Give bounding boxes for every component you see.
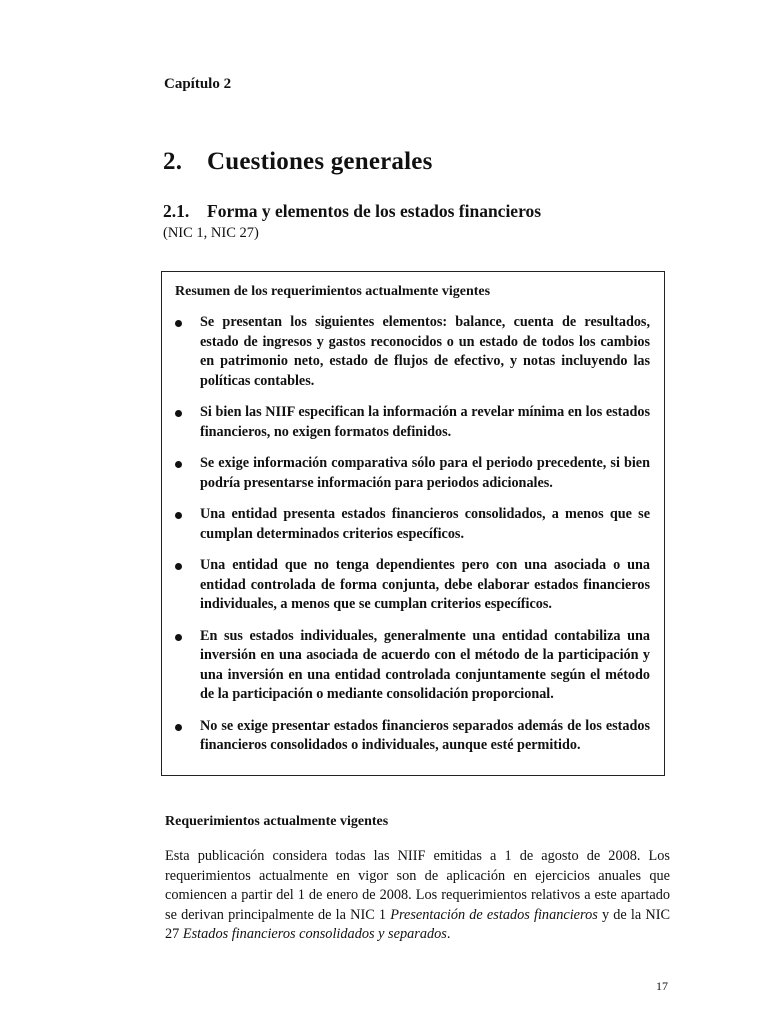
bullet-icon xyxy=(175,724,182,731)
summary-bullet-text: Si bien las NIIF especifican la información a revelar mínima en los estados financieros, no exigen formatos definidos. xyxy=(200,404,650,440)
summary-bullet xyxy=(175,454,650,493)
chapter-label: Capítulo 2 xyxy=(164,76,232,92)
bullet-icon xyxy=(175,512,182,519)
summary-bullet-text: Una entidad que no tenga dependientes pero con una asociada o una entidad controlada de forma conjunta, debe elaborar estados financieros individuales, a menos que se cumplan criterios específicos. xyxy=(200,557,650,612)
bullet-icon xyxy=(175,563,182,570)
summary-title: Resumen de los requerimientos actualmente vigentes xyxy=(175,284,491,299)
summary-bullet xyxy=(175,505,650,544)
summary-bullet-text: No se exige presentar estados financieros separados además de los estados financieros consolidados o individuales, aunque esté permitido. xyxy=(200,717,650,753)
summary-bullet xyxy=(175,313,650,391)
subsection-refs: (NIC 1, NIC 27) xyxy=(163,225,259,241)
summary-bullet xyxy=(175,403,650,442)
summary-bullet-text: En sus estados individuales, generalmente una entidad contabiliza una inversión en una asociada de acuerdo con el método de la participación y una inversión en una entidad controlada conjuntamente según el método de la participación o mediante consolidación proporcional. xyxy=(200,627,650,702)
summary-bullet-text: Una entidad presenta estados financieros consolidados, a menos que se cumplan determinados criterios específicos. xyxy=(200,506,650,542)
subsection-number: 2.1. xyxy=(163,201,190,221)
requirements-text-mid: y de la NIC 27 xyxy=(165,906,670,942)
summary-bullet-list xyxy=(175,313,650,756)
bullet-icon xyxy=(175,410,182,417)
section-heading xyxy=(163,148,433,176)
page-number: 17 xyxy=(656,979,668,993)
requirements-title-nic27: Estados financieros consolidados y separados xyxy=(182,926,447,942)
bullet-icon xyxy=(175,461,182,468)
requirements-text-start: Esta publicación considera todas las NIIF emitidas a 1 de agosto de 2008. Los requerimientos actualmente en vigor son de aplicación en ejercicios anuales que comiencen a partir del 1 de enero de 2008. Los requerimientos relativos a este apartado se derivan principalmente de la NIC 1 xyxy=(165,848,670,923)
summary-bullet xyxy=(175,627,650,705)
requirements-title-nic1: Presentación de estados financieros xyxy=(390,906,598,923)
summary-box xyxy=(161,271,665,776)
subsection-heading xyxy=(163,201,541,222)
summary-bullet xyxy=(175,556,650,615)
section-number: 2. xyxy=(163,148,183,175)
bullet-icon xyxy=(175,634,182,641)
requirements-paragraph xyxy=(165,847,670,945)
summary-bullet xyxy=(175,717,650,756)
summary-bullet-text: Se exige información comparativa sólo para el periodo precedente, si bien podría presentarse información para periodos adicionales. xyxy=(200,455,650,491)
requirements-text-end: . xyxy=(446,926,451,942)
summary-bullet-text: Se presentan los siguientes elementos: balance, cuenta de resultados, estado de ingresos y gastos reconocidos o un estado de todos los cambios en patrimonio neto, estado de flujos de efectivo, y notas incluyendo las políticas contables. xyxy=(200,314,650,389)
subsection-title: Forma y elementos de los estados financieros xyxy=(207,201,542,221)
requirements-heading: Requerimientos actualmente vigentes xyxy=(165,814,389,829)
section-title: Cuestiones generales xyxy=(207,148,433,175)
bullet-icon xyxy=(175,320,182,327)
